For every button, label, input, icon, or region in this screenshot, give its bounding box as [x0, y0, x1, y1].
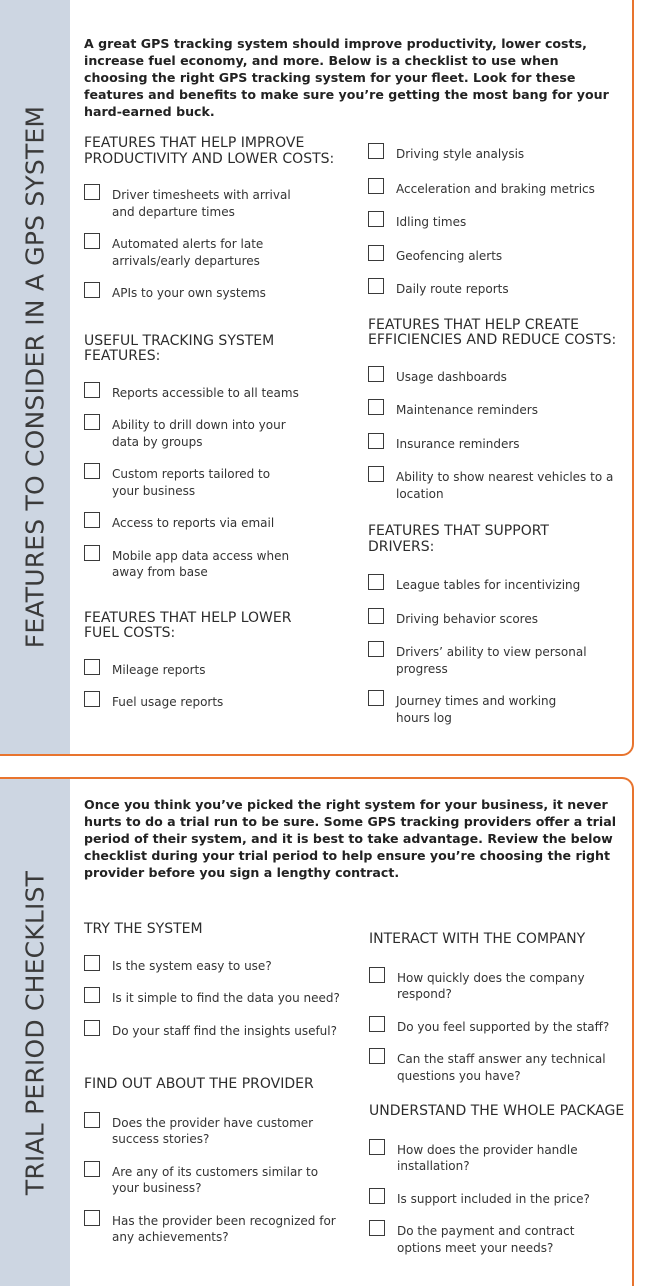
checklist-item[interactable] — [84, 662, 354, 679]
checklist-item[interactable] — [84, 1023, 354, 1040]
trial-side-title: TRIAL PERIOD CHECKLIST — [20, 870, 50, 1195]
checkbox[interactable] — [84, 545, 100, 561]
checklist-item[interactable] — [368, 436, 628, 453]
checkbox[interactable] — [369, 1188, 385, 1204]
section-provider — [84, 1077, 354, 1246]
item-label: Is the system easy to use? — [112, 958, 272, 973]
checklist-item[interactable] — [84, 694, 354, 711]
item-label: Is support included in the price? — [397, 1191, 590, 1206]
trial-panel — [0, 777, 634, 1286]
section-package — [369, 1104, 629, 1256]
item-label: Journey times and working hours log — [396, 694, 557, 725]
checklist-item[interactable] — [84, 236, 354, 269]
checklist-item[interactable] — [84, 1213, 354, 1246]
checkbox[interactable] — [368, 466, 384, 482]
checklist-item[interactable] — [84, 1164, 354, 1197]
checkbox[interactable] — [84, 1112, 100, 1128]
item-label: Do you feel supported by the staff? — [397, 1019, 610, 1034]
item-label: Automated alerts for late arrivals/early departures — [112, 237, 264, 268]
checkbox[interactable] — [84, 233, 100, 249]
checklist-item[interactable] — [84, 958, 354, 975]
checkbox[interactable] — [368, 399, 384, 415]
item-label: Do your staff find the insights useful? — [112, 1023, 337, 1038]
item-label: Driving style analysis — [396, 147, 525, 161]
item-label: How does the provider handle installation? — [397, 1142, 578, 1173]
checkbox[interactable] — [84, 1210, 100, 1226]
item-label: Idling times — [396, 215, 467, 229]
checklist-item[interactable] — [368, 611, 628, 628]
item-label: Does the provider have customer success stories? — [112, 1115, 314, 1146]
section-efficiencies — [368, 318, 628, 503]
checklist-item[interactable] — [369, 1142, 629, 1175]
checkbox[interactable] — [84, 1161, 100, 1177]
checkbox[interactable] — [84, 282, 100, 298]
section-heading: TRY THE SYSTEM — [84, 921, 203, 937]
section-heading: FEATURES THAT HELP IMPROVE PRODUCTIVITY AND LOWER COSTS: — [84, 135, 335, 167]
item-label: Daily route reports — [396, 282, 509, 296]
checklist-item[interactable] — [368, 469, 628, 502]
checklist-item[interactable] — [84, 1115, 354, 1148]
checkbox[interactable] — [84, 512, 100, 528]
item-label: Ability to drill down into your data by groups — [112, 418, 286, 449]
section-heading: FEATURES THAT SUPPORT DRIVERS: — [368, 523, 549, 555]
checklist-item[interactable] — [368, 369, 628, 386]
checkbox[interactable] — [368, 178, 384, 194]
item-label: Access to reports via email — [112, 516, 275, 530]
item-label: Do the payment and contract options meet your needs? — [397, 1224, 575, 1255]
section-heading: FEATURES THAT HELP CREATE EFFICIENCIES AND REDUCE COSTS: — [368, 316, 617, 348]
checkbox[interactable] — [368, 278, 384, 294]
checklist-item[interactable] — [84, 417, 354, 450]
checklist-item[interactable] — [84, 515, 354, 532]
item-label: Is it simple to find the data you need? — [112, 991, 340, 1005]
checkbox[interactable] — [368, 245, 384, 261]
features-right-column — [368, 146, 628, 726]
item-label: Fuel usage reports — [112, 695, 224, 709]
checkbox[interactable] — [369, 1139, 385, 1155]
item-label: Insurance reminders — [396, 436, 520, 451]
features-side-band — [0, 0, 70, 754]
item-label: Drivers’ ability to view personal progress — [396, 645, 587, 676]
section-productivity — [84, 136, 354, 302]
item-label: Can the staff answer any technical questions you have? — [397, 1052, 606, 1083]
checkbox[interactable] — [84, 691, 100, 707]
item-label: Driver timesheets with arrival and departure times — [112, 188, 291, 219]
section-interact — [369, 932, 629, 1084]
checkbox[interactable] — [369, 1220, 385, 1236]
checklist-item[interactable] — [368, 214, 628, 231]
checklist-item[interactable] — [368, 281, 628, 298]
checklist-item[interactable] — [368, 181, 628, 198]
checklist-item[interactable] — [369, 970, 629, 1003]
checkbox[interactable] — [84, 463, 100, 479]
trial-left-column — [84, 922, 354, 1246]
section-tracking — [84, 334, 354, 581]
features-left-column — [84, 136, 354, 711]
features-side-title: FEATURES TO CONSIDER IN A GPS SYSTEM — [20, 105, 50, 649]
checkbox[interactable] — [84, 659, 100, 675]
checkbox[interactable] — [368, 143, 384, 159]
section-fuel — [84, 611, 354, 711]
item-label: APIs to your own systems — [112, 286, 266, 300]
section-driving — [368, 146, 628, 298]
checklist-item[interactable] — [368, 577, 628, 594]
item-label: Geofencing alerts — [396, 248, 503, 263]
item-label: Are any of its customers similar to your business? — [112, 1164, 319, 1195]
checklist-item[interactable] — [84, 548, 354, 581]
checkbox[interactable] — [369, 1048, 385, 1064]
trial-right-column — [369, 932, 629, 1256]
checklist-item[interactable] — [369, 1191, 629, 1208]
checkbox[interactable] — [84, 955, 100, 971]
checkbox[interactable] — [84, 1020, 100, 1036]
checkbox[interactable] — [368, 366, 384, 382]
item-label: Mileage reports — [112, 662, 206, 677]
trial-side-band — [0, 779, 70, 1286]
checklist-item[interactable] — [84, 187, 354, 220]
section-heading: UNDERSTAND THE WHOLE PACKAGE — [369, 1103, 625, 1119]
item-label: League tables for incentivizing — [396, 578, 581, 592]
checkbox[interactable] — [84, 382, 100, 398]
trial-intro: Once you think you’ve picked the right system for your business, it never hurts to do a trial run to be sure. Some GPS tracking providers offer a trial period of their system, and it is best to take advantage. Review the below checklist during your trial period to help ensure you’re choosing the right provider before you sign a lengthy contract. — [84, 797, 617, 880]
item-label: Has the provider been recognized for any achievements? — [112, 1213, 336, 1244]
checkbox[interactable] — [369, 967, 385, 983]
checkbox[interactable] — [84, 184, 100, 200]
item-label: Custom reports tailored to your business — [112, 467, 271, 498]
checklist-item[interactable] — [369, 1051, 629, 1084]
checkbox[interactable] — [368, 608, 384, 624]
checklist-item[interactable] — [368, 693, 628, 726]
checklist-item[interactable] — [368, 146, 628, 163]
section-drivers — [368, 524, 628, 726]
item-label: Maintenance reminders — [396, 403, 538, 417]
checklist-item[interactable] — [368, 402, 628, 419]
section-try-system — [84, 922, 354, 1039]
item-label: Usage dashboards — [396, 369, 507, 384]
section-heading: FEATURES THAT HELP LOWER FUEL COSTS: — [84, 609, 292, 641]
section-heading: USEFUL TRACKING SYSTEM FEATURES: — [84, 332, 275, 364]
section-heading: FIND OUT ABOUT THE PROVIDER — [84, 1076, 314, 1092]
item-label: Ability to show nearest vehicles to a location — [396, 470, 614, 501]
item-label: Acceleration and braking metrics — [396, 181, 595, 196]
checkbox[interactable] — [368, 641, 384, 657]
checkbox[interactable] — [368, 690, 384, 706]
item-label: Mobile app data access when away from base — [112, 548, 290, 579]
item-label: Reports accessible to all teams — [112, 385, 299, 400]
checkbox[interactable] — [368, 574, 384, 590]
section-heading: INTERACT WITH THE COMPANY — [369, 931, 586, 947]
checklist-item[interactable] — [369, 1223, 629, 1256]
checklist-item[interactable] — [368, 248, 628, 265]
checklist-item[interactable] — [84, 285, 354, 302]
checkbox[interactable] — [368, 433, 384, 449]
checkbox[interactable] — [368, 211, 384, 227]
checklist-item[interactable] — [368, 644, 628, 677]
checklist-item[interactable] — [84, 990, 354, 1007]
checklist-item[interactable] — [369, 1019, 629, 1036]
checklist-item[interactable] — [84, 466, 354, 499]
checklist-item[interactable] — [84, 385, 354, 402]
checkbox[interactable] — [369, 1016, 385, 1032]
checkbox[interactable] — [84, 987, 100, 1003]
item-label: How quickly does the company respond? — [397, 970, 585, 1001]
item-label: Driving behavior scores — [396, 611, 538, 626]
checkbox[interactable] — [84, 414, 100, 430]
features-intro: A great GPS tracking system should improve productivity, lower costs, increase fuel economy, and more. Below is a checklist to use when choosing the right GPS tracking system for your fleet. Look for these features and benefits to make sure you’re getting the most bang for your hard-earned buck. — [84, 36, 609, 119]
